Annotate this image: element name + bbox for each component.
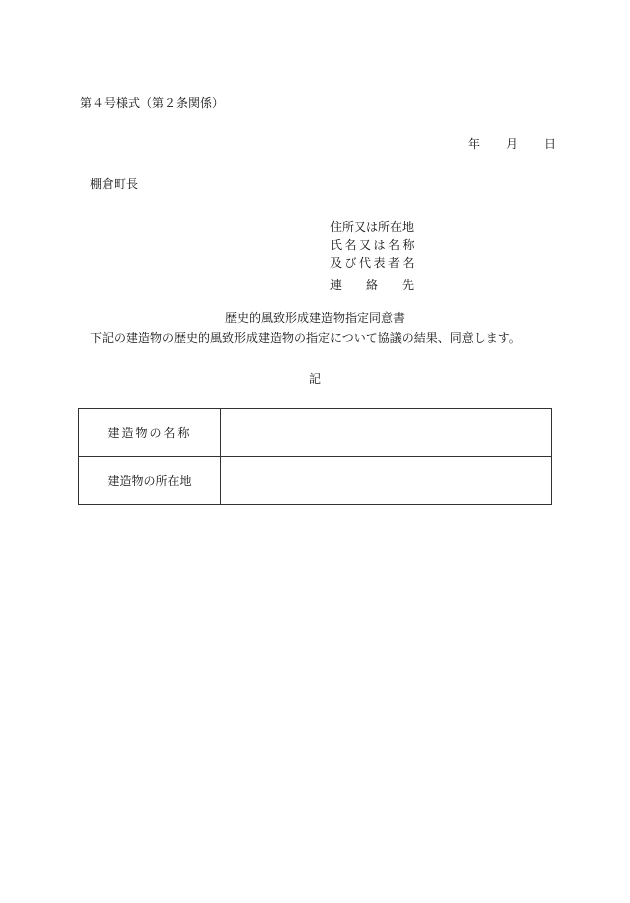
contact-char-3: 先 bbox=[401, 278, 414, 292]
applicant-address-label: 住所又は所在地 bbox=[330, 220, 415, 234]
contact-char-1: 連 bbox=[330, 278, 343, 292]
recipient: 棚倉町長 bbox=[90, 177, 139, 191]
document-title: 歴史的風致形成建造物指定同意書 bbox=[224, 311, 405, 325]
building-location-value[interactable] bbox=[221, 457, 552, 505]
table-row bbox=[79, 409, 552, 457]
date-day-label: 日 bbox=[544, 137, 557, 151]
form-number: 第４号様式（第２条関係） bbox=[80, 96, 225, 110]
date-month-label: 月 bbox=[506, 137, 519, 151]
applicant-name-label: 氏名又は名称 bbox=[330, 238, 418, 252]
ki-heading: 記 bbox=[308, 372, 321, 386]
applicant-representative-label: 及び代表者名 bbox=[330, 256, 418, 270]
table-row bbox=[79, 457, 552, 505]
date-year-label: 年 bbox=[468, 137, 481, 151]
applicant-block bbox=[330, 218, 417, 294]
building-name-label: 建造物の名称 bbox=[79, 409, 221, 457]
building-location-label: 建造物の所在地 bbox=[79, 457, 221, 505]
contact-char-2: 絡 bbox=[365, 278, 378, 292]
applicant-contact-label bbox=[330, 276, 414, 294]
building-name-value[interactable] bbox=[221, 409, 552, 457]
date-line bbox=[468, 138, 556, 150]
document-body: 下記の建造物の歴史的風致形成建造物の指定について協議の結果、同意します。 bbox=[90, 331, 521, 345]
building-info-table bbox=[78, 408, 552, 505]
